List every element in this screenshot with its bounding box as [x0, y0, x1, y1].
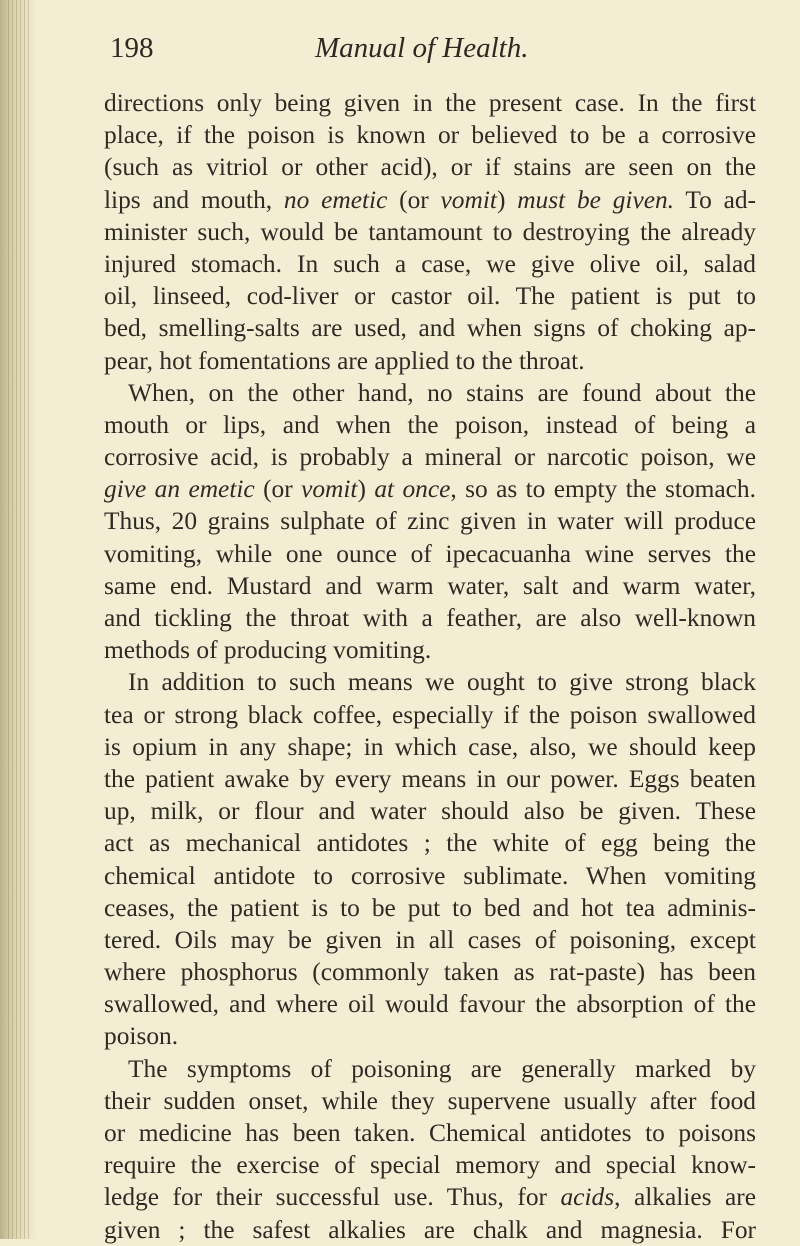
text-segment: mouth or lips, and when the poison, instead of being a — [104, 410, 756, 439]
text-line — [104, 87, 756, 119]
text-segment: In addition to such means we ought to give strong black — [128, 668, 756, 697]
text-line — [104, 602, 756, 634]
text-segment: (or — [254, 475, 302, 504]
text-segment: ) — [357, 475, 375, 504]
italic-text: vomit — [301, 475, 358, 504]
text-segment: , alkalies are — [614, 1183, 756, 1212]
text-segment: When, on the other hand, no stains are found about the — [128, 378, 756, 407]
text-line — [104, 345, 756, 377]
text-segment: ceases, the patient is to be put to bed and hot tea adminis- — [104, 893, 756, 922]
text-segment: injured stomach. In such a case, we give olive oil, salad — [104, 249, 756, 278]
text-line — [104, 924, 756, 956]
text-segment: directions only being given in the present case. In the first — [104, 89, 756, 117]
text-segment: vomiting, while one ounce of ipecacuanha wine serves the — [104, 539, 756, 568]
paragraph-first-line — [104, 666, 756, 698]
text-segment: ) — [496, 185, 518, 214]
text-line — [104, 570, 756, 602]
gutter-shading — [8, 0, 30, 1239]
text-segment: The symptoms of poisoning are generally marked by — [128, 1054, 756, 1083]
text-line — [104, 538, 756, 570]
text-line — [104, 827, 756, 859]
text-line — [104, 248, 756, 280]
text-segment: place, if the poison is known or believed to be a corrosive — [104, 121, 756, 150]
text-segment: (or — [387, 185, 441, 214]
text-segment: ledge for their successful use. Thus, for — [104, 1183, 561, 1212]
text-segment: same end. Mustard and warm water, salt and warm water, — [104, 571, 756, 600]
text-segment: (such as vitriol or other acid), or if stains are seen on the — [104, 153, 756, 182]
text-line — [104, 699, 756, 731]
text-segment: or medicine has been taken. Chemical antidotes to poisons — [104, 1119, 756, 1147]
text-segment: swallowed, and where oil would favour the absorption of the — [104, 990, 756, 1019]
text-segment: up, milk, or flour and water should also be given. These — [104, 797, 756, 826]
text-line — [104, 409, 756, 441]
text-line — [104, 184, 756, 216]
text-segment: chemical antidote to corrosive sublimate. When vomiting — [104, 861, 756, 890]
page-number: 198 — [110, 32, 154, 64]
text-line — [104, 1020, 756, 1052]
text-segment: where phosphorus (commonly taken as rat-paste) has been — [104, 958, 756, 987]
text-segment: minister such, would be tantamount to destroying the already — [104, 217, 756, 246]
text-line — [104, 1149, 756, 1181]
text-line — [104, 1214, 756, 1246]
italic-text: must be given. — [517, 185, 675, 214]
paragraph-first-line — [104, 1053, 756, 1085]
text-line — [104, 1181, 756, 1213]
text-line — [104, 860, 756, 892]
text-line — [104, 731, 756, 763]
text-segment: tea or strong black coffee, especially if the poison swallowed — [104, 700, 756, 729]
text-segment: corrosive acid, is probably a mineral or narcotic poison, we — [104, 443, 756, 472]
paragraph-first-line — [104, 377, 756, 409]
text-line — [104, 441, 756, 473]
text-segment: oil, linseed, cod-liver or castor oil. The patient is put to — [104, 282, 756, 311]
text-segment: Thus, 20 grains sulphate of zinc given in water will produce — [104, 507, 756, 536]
text-line — [104, 280, 756, 312]
italic-text: acids — [560, 1183, 615, 1212]
text-line — [104, 795, 756, 827]
text-segment: their sudden onset, while they supervene usually after food — [104, 1086, 756, 1115]
text-line — [104, 892, 756, 924]
italic-text: vomit — [440, 185, 497, 214]
text-segment: and tickling the throat with a feather, are also well-known — [104, 604, 756, 632]
text-segment: , so as to empty the stomach. — [450, 475, 756, 504]
text-segment: bed, smelling-salts are used, and when signs of choking ap- — [104, 314, 756, 343]
page-header — [110, 24, 755, 74]
text-segment: To ad- — [674, 185, 756, 214]
text-line — [104, 988, 756, 1020]
running-title: Manual of Health. — [315, 32, 529, 64]
text-line — [104, 763, 756, 795]
text-segment: act as mechanical antidotes ; the white of egg being the — [104, 829, 756, 858]
text-line — [104, 216, 756, 248]
text-segment: is opium in any shape; in which case, also, we should keep — [104, 732, 756, 761]
text-line — [104, 1117, 756, 1149]
text-segment: tered. Oils may be given in all cases of poisoning, except — [104, 925, 756, 954]
text-segment: the patient awake by every means in our power. Eggs beaten — [104, 764, 756, 793]
binding-gutter — [0, 0, 38, 1239]
text-line — [104, 473, 756, 505]
text-line — [104, 151, 756, 183]
text-line — [104, 119, 756, 151]
italic-text: no emetic — [283, 185, 388, 214]
body-text — [104, 87, 756, 1246]
italic-text: at once — [374, 475, 451, 504]
italic-text: give an emetic — [104, 475, 255, 504]
text-line — [104, 312, 756, 344]
text-line — [104, 956, 756, 988]
text-line — [104, 505, 756, 537]
text-segment: poison. — [104, 1022, 179, 1051]
text-segment: require the exercise of special memory and special know- — [104, 1151, 756, 1180]
text-segment: lips and mouth, — [104, 185, 284, 214]
text-segment: methods of producing vomiting. — [104, 636, 432, 665]
text-segment: pear, hot fomentations are applied to the throat. — [104, 346, 585, 375]
text-segment: given ; the safest alkalies are chalk and magnesia. For — [104, 1215, 756, 1244]
text-line — [104, 634, 756, 666]
text-line — [104, 1085, 756, 1117]
